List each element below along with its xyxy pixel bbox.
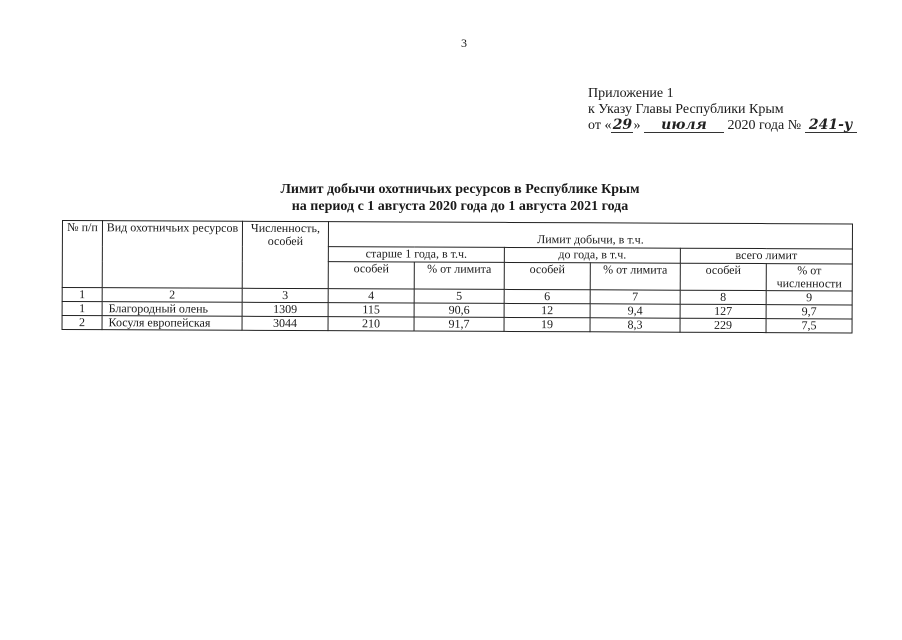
row-population: 1309 [242,302,328,316]
column-number: 9 [766,291,852,305]
year-text: 2020 года [727,118,785,133]
appendix-decree: к Указу Главы Республики Крым [588,102,784,117]
column-number: 7 [590,290,680,304]
row-species: Благородный олень [102,302,242,317]
row-younger-individuals: 12 [504,303,590,317]
row-older-pct: 90,6 [414,303,504,317]
header-total-individuals: особей [680,263,766,290]
appendix-date-line [588,118,857,134]
date-prefix: от [588,118,601,133]
column-number: 1 [62,288,102,302]
appendix-title: Приложение 1 [588,86,674,101]
limits-table-wrapper [62,220,852,333]
handwritten-month: июля [644,118,724,133]
row-num: 2 [62,316,102,330]
column-number: 3 [242,288,328,302]
header-older-pct-limit: % от лимита [414,262,504,289]
quote-open: « [604,118,612,133]
handwritten-day: 29 [612,117,633,133]
header-total: всего лимит [680,248,852,264]
header-species: Вид охотничьих ресурсов [102,221,242,289]
row-num: 1 [62,302,102,316]
header-num: № п/п [62,221,102,288]
header-younger: до года, в т.ч. [504,247,680,263]
handwritten-number: 241-у [805,118,857,133]
row-population: 3044 [242,316,328,330]
row-total-individuals: 229 [680,318,766,332]
header-older: старше 1 года, в т.ч. [328,247,504,263]
number-sign: № [787,118,802,133]
row-species: Косуля европейская [102,316,242,331]
header-younger-individuals: особей [504,262,590,289]
table-row [62,316,852,333]
column-number: 4 [328,289,414,303]
header-limit-group: Лимит добычи, в т.ч. [328,222,852,249]
document-title [200,181,720,215]
appendix-block [588,86,857,134]
header-younger-pct-limit: % от лимита [590,263,680,290]
header-total-pct-population: % от численности [766,264,852,291]
column-number: 2 [102,288,242,303]
title-line-1: Лимит добычи охотничьих ресурсов в Республике Крым [280,182,640,197]
row-younger-individuals: 19 [504,317,590,331]
row-total-individuals: 127 [680,304,766,318]
quote-close: » [633,118,641,133]
limits-table [62,220,854,333]
row-younger-pct: 9,4 [590,304,680,318]
row-older-pct: 91,7 [414,317,504,331]
header-population: Численность, особей [242,221,328,288]
header-older-individuals: особей [328,262,414,289]
row-younger-pct: 8,3 [590,318,680,332]
page-number: 3 [461,36,467,50]
row-total-pct: 7,5 [766,319,852,333]
row-older-individuals: 210 [328,317,414,331]
row-total-pct: 9,7 [766,305,852,319]
column-number: 5 [414,289,504,303]
column-number: 6 [504,289,590,303]
title-line-2: на период с 1 августа 2020 года до 1 августа 2021 года [291,199,629,214]
column-number: 8 [680,290,766,304]
row-older-individuals: 115 [328,303,414,317]
